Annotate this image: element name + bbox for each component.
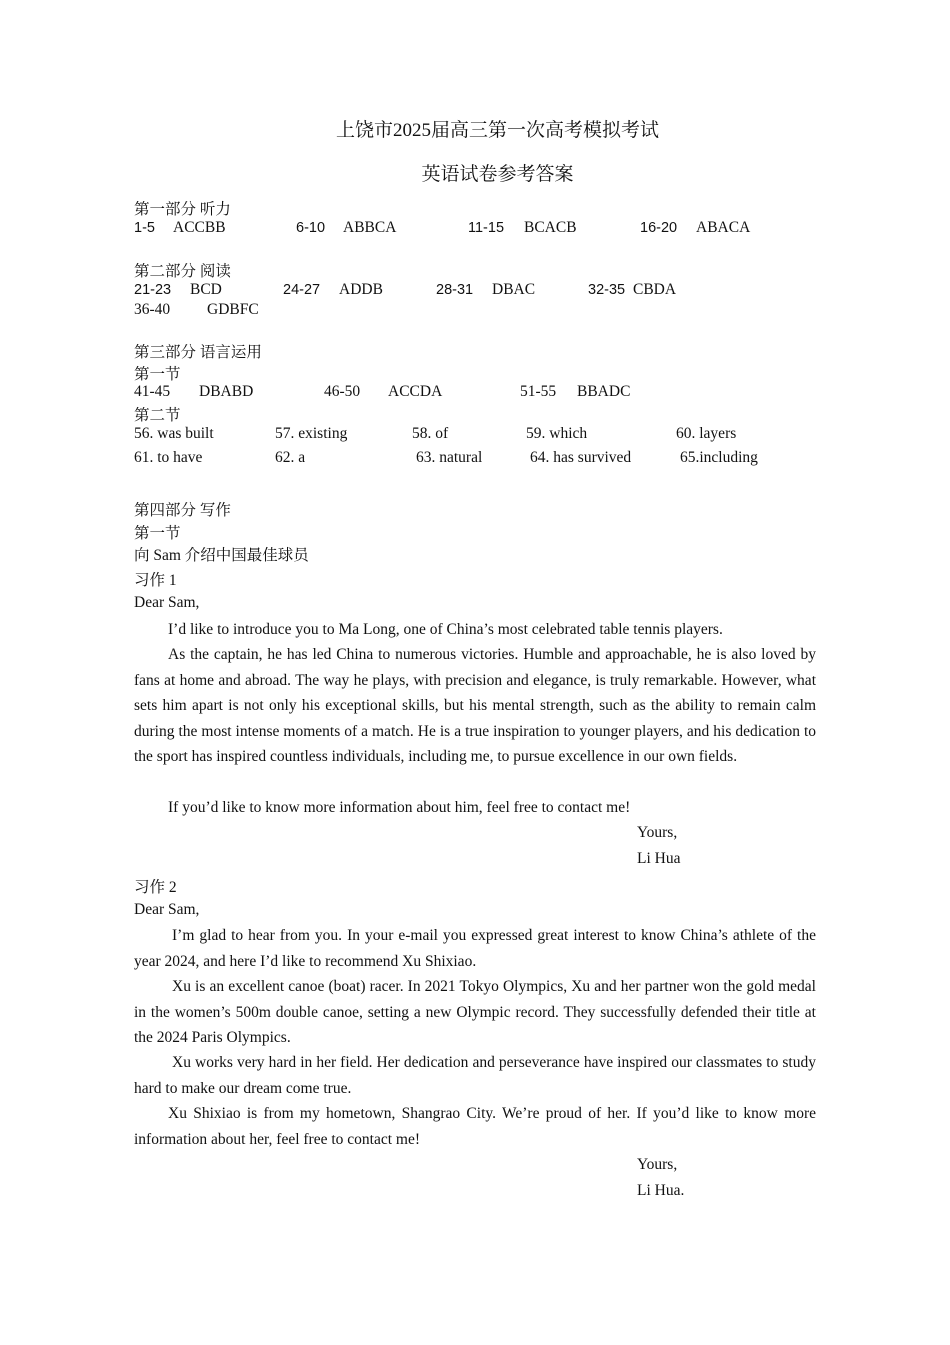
answer-key: 61. to have <box>134 449 203 466</box>
essay-label: 习作 2 <box>134 879 177 896</box>
answer-key: ACCBB <box>173 219 226 236</box>
answer-range: 1-5 <box>134 220 155 236</box>
letter-paragraph: I’m glad to hear from you. In your e-mail you expressed great interest to know China’s athlete of the year 2024, and here I’d like to recommend Xu Shixiao. <box>134 927 816 970</box>
section-heading: 第二节 <box>134 407 181 424</box>
answer-key: 58. of <box>412 425 449 442</box>
answer-range: 11-15 <box>468 220 505 236</box>
answer-key: ABACA <box>696 219 751 236</box>
answer-range: 28-31 <box>436 282 474 298</box>
letter-paragraph: Xu Shixiao is from my hometown, Shangrao City. We’re proud of her. If you’d like to know more information about her, feel free to contact me! <box>134 1105 816 1148</box>
page-subtitle: 英语试卷参考答案 <box>421 164 574 185</box>
part1-heading: 第一部分 听力 <box>134 201 231 218</box>
answer-range: 41-45 <box>134 383 171 400</box>
answer-key: 57. existing <box>275 425 348 442</box>
part3-heading: 第三部分 语言运用 <box>134 344 262 361</box>
answer-key: 56. was built <box>134 425 214 442</box>
answer-key: 65.including <box>680 449 758 466</box>
answer-range: 51-55 <box>520 383 557 400</box>
part2-heading: 第二部分 阅读 <box>134 263 231 280</box>
letter-signature: Li Hua <box>637 850 681 867</box>
answer-range: 46-50 <box>324 383 361 400</box>
answer-key: 60. layers <box>676 425 737 442</box>
letter-closing: Yours, <box>637 1156 678 1173</box>
answer-key: 64. has survived <box>530 449 632 466</box>
answer-range: 6-10 <box>296 220 326 236</box>
answer-key: CBDA <box>633 281 677 298</box>
part4-heading: 第四部分 写作 <box>134 502 231 519</box>
letter-closing: Yours, <box>637 824 678 841</box>
answer-key: ACCDA <box>388 383 443 400</box>
letter-paragraph: As the captain, he has led China to numerous victories. Humble and approachable, he is also loved by fans at home and abroad. The way he plays, with precision and elegance, is truly remarkable. However, what sets him apart is not only his exceptional skills, but his mental strength, such as the ability to remain calm during the most intense moments of a match. He is a true inspiration to younger players, and his dedication to the sport has inspired countless individuals, including me, to pursue excellence in our own fields. <box>134 646 816 765</box>
answer-key: 59. which <box>526 425 588 442</box>
letter-paragraph: I’d like to introduce you to Ma Long, one of China’s most celebrated table tennis players. <box>168 621 723 638</box>
answer-key: ABBCA <box>343 219 397 236</box>
letter-paragraph: If you’d like to know more information about him, feel free to contact me! <box>168 799 631 816</box>
essay-label: 习作 1 <box>134 572 177 589</box>
answer-range: 16-20 <box>640 220 678 236</box>
section-heading: 第一节 <box>134 366 181 383</box>
answer-key: DBAC <box>492 281 536 298</box>
answer-range: 36-40 <box>134 301 171 318</box>
answer-key: BCACB <box>524 219 577 236</box>
writing-task: 向 Sam 介绍中国最佳球员 <box>134 547 309 564</box>
answer-range: 24-27 <box>283 282 321 298</box>
answer-key: BBADC <box>577 383 631 400</box>
answer-key: BCD <box>190 281 222 298</box>
answer-range: 32-35 <box>588 282 626 298</box>
page-title: 上饶市2025届高三第一次高考模拟考试 <box>335 120 659 141</box>
answer-key: GDBFC <box>207 301 259 318</box>
letter-greeting: Dear Sam, <box>134 901 200 918</box>
answer-key: 63. natural <box>416 449 483 466</box>
answer-key: DBABD <box>199 383 254 400</box>
letter-signature: Li Hua. <box>637 1182 685 1199</box>
section-heading: 第一节 <box>134 525 181 542</box>
letter-paragraph: Xu works very hard in her field. Her dedication and perseverance have inspired our classmates to study hard to make our dream come true. <box>134 1054 816 1097</box>
letter-paragraph: Xu is an excellent canoe (boat) racer. In 2021 Tokyo Olympics, Xu and her partner won the gold medal in the women’s 500m double canoe, setting a new Olympic record. They successfully defended their title at the 2024 Paris Olympics. <box>134 978 816 1046</box>
answer-range: 21-23 <box>134 282 172 298</box>
answer-key: ADDB <box>339 281 383 298</box>
letter-greeting: Dear Sam, <box>134 594 200 611</box>
answer-key: 62. a <box>275 449 306 466</box>
